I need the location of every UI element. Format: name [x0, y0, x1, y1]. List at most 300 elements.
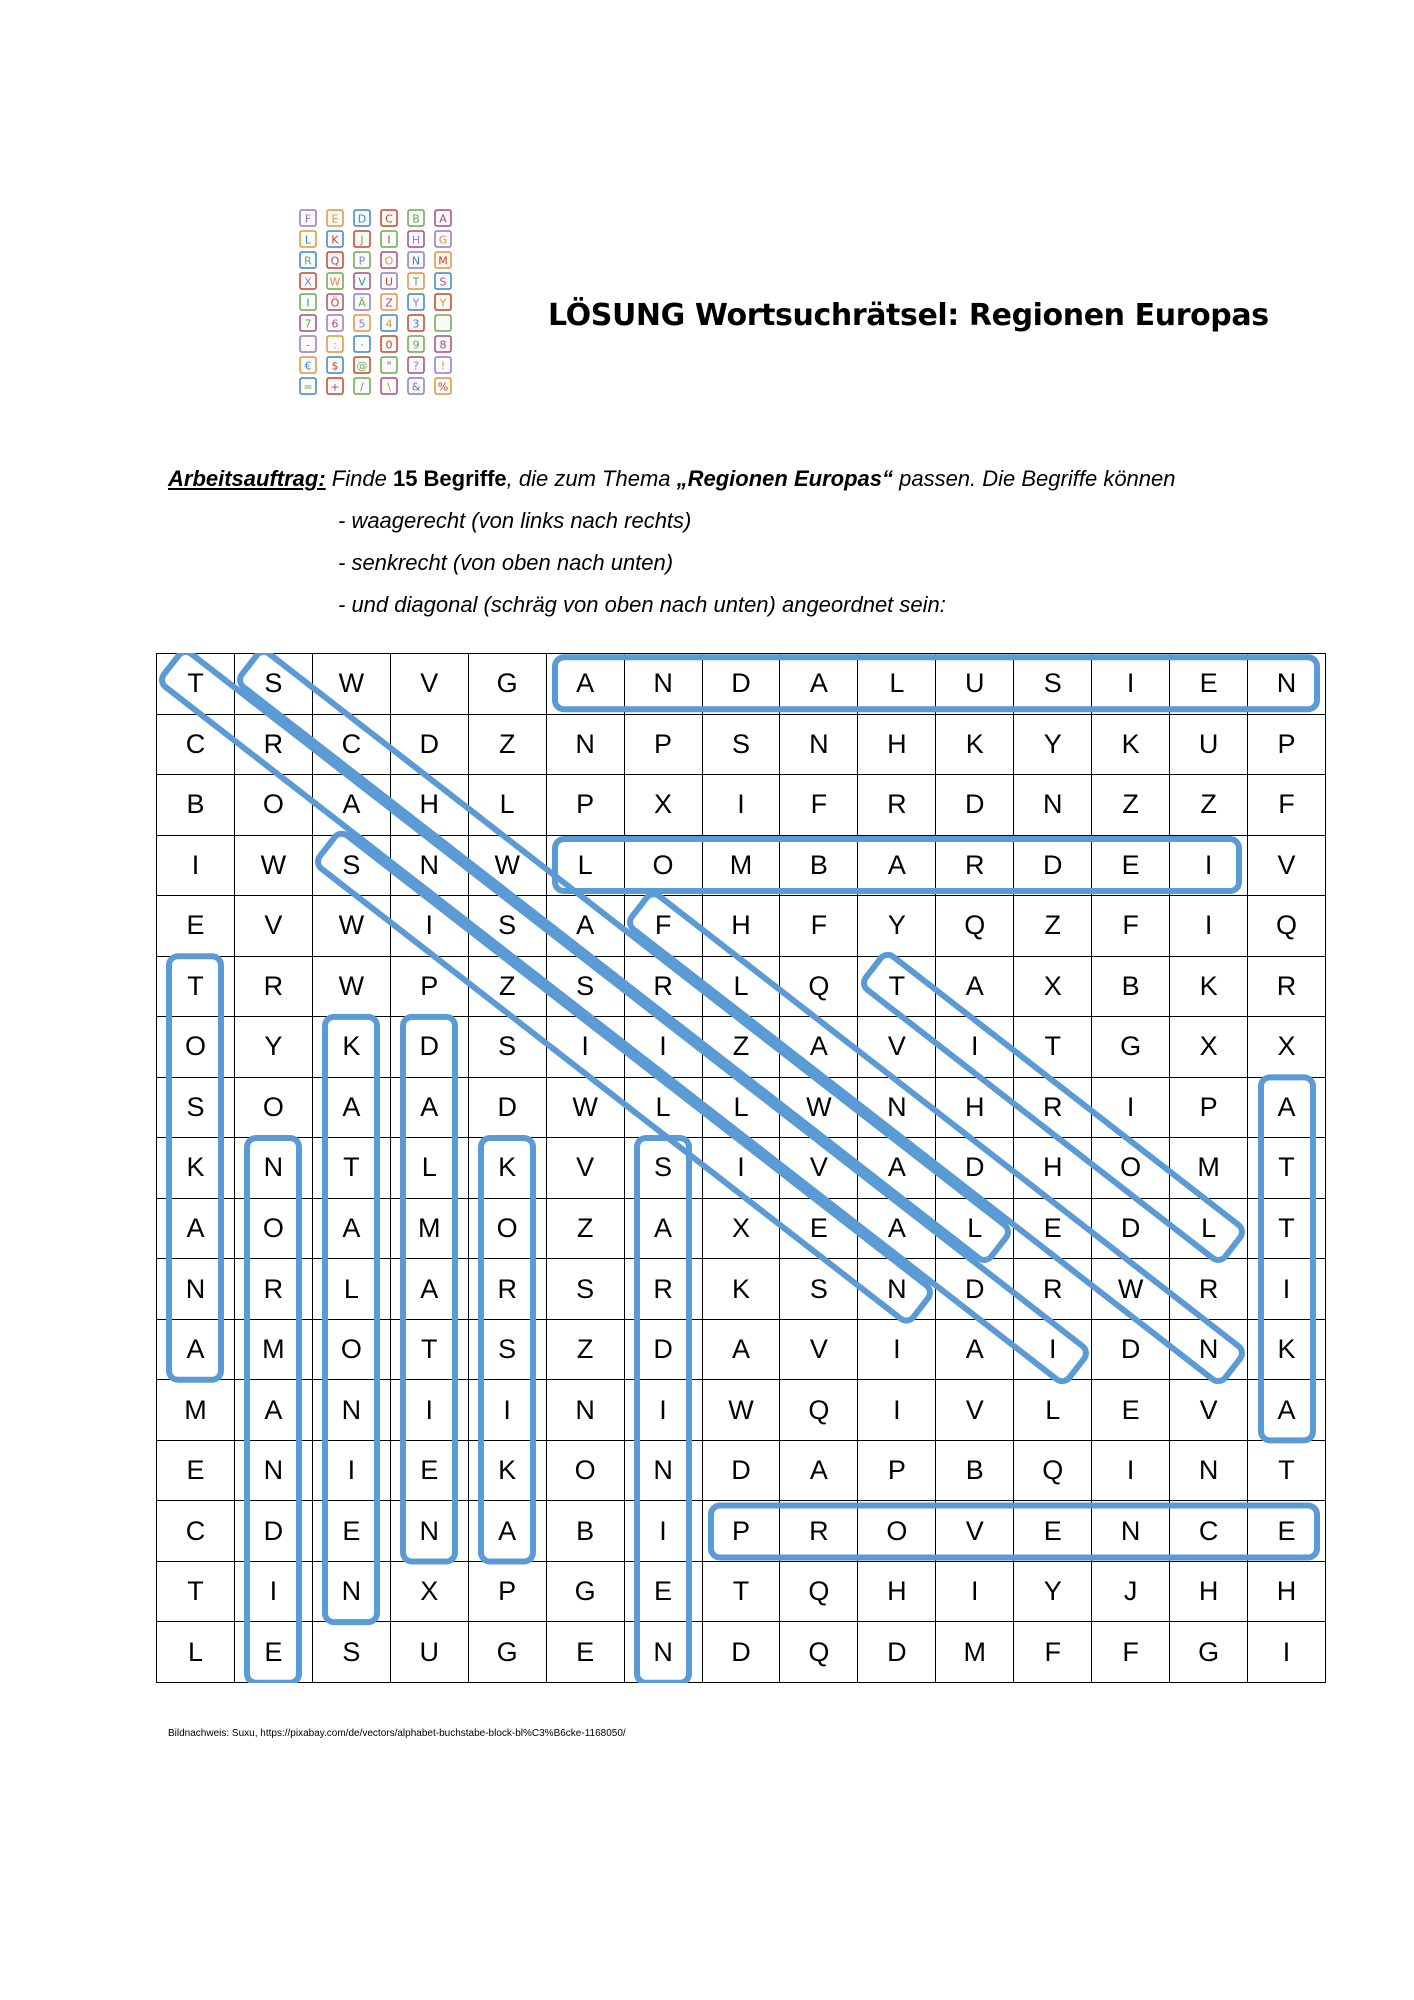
- grid-cell: X: [1248, 1017, 1326, 1078]
- grid-cell: S: [469, 1017, 547, 1078]
- grid-cell: S: [703, 715, 781, 776]
- svg-text:S: S: [439, 275, 447, 289]
- grid-cell: I: [1248, 1259, 1326, 1320]
- svg-text:A: A: [439, 212, 447, 226]
- image-credit: Bildnachweis: Suxu, https://pixabay.com/de/vectors/alphabet-buchstabe-block-bl%C3%B6cke-1168050/: [168, 1728, 626, 1739]
- svg-text:M: M: [438, 254, 448, 268]
- grid-cell: Z: [547, 1320, 625, 1381]
- grid-cell: H: [858, 1562, 936, 1623]
- grid-cell: H: [1170, 1562, 1248, 1623]
- svg-text:X: X: [304, 275, 312, 289]
- grid-cell: O: [469, 1199, 547, 1260]
- grid-cell: N: [780, 715, 858, 776]
- grid-cell: T: [1014, 1017, 1092, 1078]
- grid-cell: D: [858, 1622, 936, 1683]
- svg-text:D: D: [357, 212, 367, 226]
- svg-text:U: U: [384, 275, 394, 289]
- grid-cell: K: [703, 1259, 781, 1320]
- svg-text:@: @: [356, 359, 368, 373]
- grid-cell: I: [391, 896, 469, 957]
- grid-cell: P: [858, 1441, 936, 1502]
- grid-cell: T: [313, 1138, 391, 1199]
- grid-cell: D: [936, 775, 1014, 836]
- grid-cell: E: [1092, 1380, 1170, 1441]
- instruction-text: passen. Die Begriffe können: [892, 466, 1176, 491]
- grid-cell: A: [391, 1259, 469, 1320]
- svg-text:%: %: [437, 380, 449, 394]
- grid-cell: B: [936, 1441, 1014, 1502]
- grid-cell: I: [1092, 1441, 1170, 1502]
- grid-cell: V: [936, 1501, 1014, 1562]
- svg-text:F: F: [304, 212, 312, 226]
- grid-cell: N: [625, 1622, 703, 1683]
- grid-cell: L: [936, 1199, 1014, 1260]
- grid-cell: F: [625, 896, 703, 957]
- grid-cell: A: [157, 1199, 235, 1260]
- grid-cell: I: [1092, 1078, 1170, 1139]
- grid-cell: G: [547, 1562, 625, 1623]
- grid-cell: S: [625, 1138, 703, 1199]
- grid-cell: N: [235, 1138, 313, 1199]
- grid-cell: M: [391, 1199, 469, 1260]
- grid-cell: X: [391, 1562, 469, 1623]
- grid-cell: K: [936, 715, 1014, 776]
- grid-cell: F: [780, 775, 858, 836]
- grid-cell: C: [1170, 1501, 1248, 1562]
- grid-cell: X: [1170, 1017, 1248, 1078]
- grid-cell: N: [1170, 1320, 1248, 1381]
- svg-text:Ö: Ö: [330, 296, 340, 310]
- svg-text:!: !: [440, 359, 446, 373]
- grid-cell: D: [703, 1622, 781, 1683]
- grid-cell: S: [313, 1622, 391, 1683]
- grid-cell: L: [858, 654, 936, 715]
- grid-cell: I: [235, 1562, 313, 1623]
- grid-cell: P: [625, 715, 703, 776]
- grid-cell: I: [547, 1017, 625, 1078]
- grid-cell: W: [313, 896, 391, 957]
- grid-cell: W: [469, 836, 547, 897]
- grid-cell: O: [157, 1017, 235, 1078]
- grid-cell: N: [547, 1380, 625, 1441]
- grid-cell: A: [547, 896, 625, 957]
- grid-cell: N: [391, 836, 469, 897]
- grid-cell: V: [780, 1138, 858, 1199]
- grid-cell: Y: [1014, 1562, 1092, 1623]
- grid-cell: T: [391, 1320, 469, 1381]
- grid-cell: N: [391, 1501, 469, 1562]
- svg-text::: :: [333, 338, 337, 352]
- grid-cell: A: [780, 1017, 858, 1078]
- grid-cell: Z: [703, 1017, 781, 1078]
- grid-cell: R: [858, 775, 936, 836]
- grid-cell: K: [1170, 957, 1248, 1018]
- instruction-text: , die zum Thema: [506, 466, 677, 491]
- grid-cell: I: [625, 1501, 703, 1562]
- grid-cell: S: [157, 1078, 235, 1139]
- svg-text:V: V: [358, 275, 366, 289]
- topic-name: „Regionen Europas“: [676, 466, 893, 491]
- grid-cell: O: [235, 1199, 313, 1260]
- grid-cell: N: [547, 715, 625, 776]
- grid-cell: C: [313, 715, 391, 776]
- svg-text:I: I: [306, 296, 310, 310]
- grid-cell: D: [469, 1078, 547, 1139]
- svg-text:P: P: [358, 254, 366, 268]
- grid-cell: D: [391, 715, 469, 776]
- grid-cell: C: [157, 715, 235, 776]
- grid-cell: E: [547, 1622, 625, 1683]
- grid-cell: M: [936, 1622, 1014, 1683]
- grid-cell: I: [858, 1320, 936, 1381]
- grid-cell: R: [469, 1259, 547, 1320]
- grid-cell: I: [858, 1380, 936, 1441]
- grid-cell: A: [858, 836, 936, 897]
- grid-cell: E: [1248, 1501, 1326, 1562]
- grid-cell: R: [235, 715, 313, 776]
- grid-cell: D: [936, 1138, 1014, 1199]
- grid-cell: Q: [780, 1622, 858, 1683]
- grid-cell: U: [391, 1622, 469, 1683]
- grid-cell: V: [235, 896, 313, 957]
- grid-cell: E: [391, 1441, 469, 1502]
- grid-cell: C: [157, 1501, 235, 1562]
- svg-text:C: C: [385, 212, 393, 226]
- grid-cell: V: [547, 1138, 625, 1199]
- grid-cell: Z: [1170, 775, 1248, 836]
- grid-cell: L: [391, 1138, 469, 1199]
- grid-cell: F: [1014, 1622, 1092, 1683]
- grid-cell: Q: [1248, 896, 1326, 957]
- grid-cell: D: [391, 1017, 469, 1078]
- grid-cell: R: [936, 836, 1014, 897]
- grid-cell: D: [703, 1441, 781, 1502]
- grid-cell: M: [235, 1320, 313, 1381]
- svg-text:/: /: [360, 380, 364, 394]
- grid-cell: P: [1248, 715, 1326, 776]
- grid-cell: T: [157, 654, 235, 715]
- grid-cell: I: [1092, 654, 1170, 715]
- grid-cell: H: [858, 715, 936, 776]
- svg-text:T: T: [412, 275, 420, 289]
- grid-cell: I: [391, 1380, 469, 1441]
- grid-cell: I: [1248, 1622, 1326, 1683]
- grid-cell: V: [1248, 836, 1326, 897]
- grid-cell: O: [235, 775, 313, 836]
- grid-cell: T: [1248, 1199, 1326, 1260]
- grid-cell: S: [780, 1259, 858, 1320]
- grid-cell: F: [780, 896, 858, 957]
- grid-cell: O: [313, 1320, 391, 1381]
- grid-cell: X: [625, 775, 703, 836]
- svg-text:=: =: [303, 380, 313, 394]
- svg-text:+: +: [330, 380, 340, 394]
- grid-cell: K: [1248, 1320, 1326, 1381]
- grid-cell: O: [235, 1078, 313, 1139]
- grid-cell: K: [1092, 715, 1170, 776]
- grid-cell: Y: [1014, 715, 1092, 776]
- svg-text:8: 8: [439, 338, 447, 352]
- grid-cell: Q: [780, 1562, 858, 1623]
- grid-cell: A: [780, 654, 858, 715]
- svg-text:E: E: [331, 212, 339, 226]
- grid-cell: S: [547, 957, 625, 1018]
- grid-cell: G: [469, 1622, 547, 1683]
- grid-cell: L: [313, 1259, 391, 1320]
- grid-cell: F: [1248, 775, 1326, 836]
- grid-cell: A: [936, 957, 1014, 1018]
- grid-cell: D: [1092, 1320, 1170, 1381]
- grid-cell: N: [1170, 1441, 1248, 1502]
- grid-cell: R: [235, 1259, 313, 1320]
- grid-cell: D: [235, 1501, 313, 1562]
- grid-cell: A: [625, 1199, 703, 1260]
- grid-cell: P: [391, 957, 469, 1018]
- grid-cell: R: [625, 1259, 703, 1320]
- grid-cell: T: [1248, 1441, 1326, 1502]
- grid-cell: Z: [469, 715, 547, 776]
- page-title: LÖSUNG Wortsuchrätsel: Regionen Europas: [548, 298, 1269, 333]
- grid-cell: G: [1092, 1017, 1170, 1078]
- grid-cell: W: [1092, 1259, 1170, 1320]
- svg-text:&: &: [411, 380, 421, 394]
- grid-cell: N: [1248, 654, 1326, 715]
- grid-cell: H: [1014, 1138, 1092, 1199]
- grid-cell: A: [780, 1441, 858, 1502]
- svg-text:Q: Q: [330, 254, 340, 268]
- svg-text:?: ?: [413, 359, 419, 373]
- svg-text:Y: Y: [412, 296, 420, 310]
- grid-cell: Z: [547, 1199, 625, 1260]
- grid-cell: A: [936, 1320, 1014, 1381]
- grid-cell: U: [936, 654, 1014, 715]
- grid-cell: N: [858, 1078, 936, 1139]
- grid-cell: L: [625, 1078, 703, 1139]
- grid-cell: A: [858, 1199, 936, 1260]
- svg-text:R: R: [304, 254, 312, 268]
- instruction-diagonal: - und diagonal (schräg von oben nach unten) angeordnet sein:: [338, 592, 946, 617]
- grid-cell: V: [936, 1380, 1014, 1441]
- grid-cell: S: [235, 654, 313, 715]
- svg-text:K: K: [331, 233, 339, 247]
- svg-text:$: $: [331, 359, 339, 373]
- grid-cell: Z: [1092, 775, 1170, 836]
- instruction-vertical: - senkrecht (von oben nach unten): [338, 550, 674, 575]
- grid-cell: A: [313, 1078, 391, 1139]
- grid-cell: I: [936, 1017, 1014, 1078]
- grid-cell: V: [1170, 1380, 1248, 1441]
- grid-cell: T: [703, 1562, 781, 1623]
- grid-cell: U: [1170, 715, 1248, 776]
- grid-cell: Q: [780, 957, 858, 1018]
- grid-cell: I: [936, 1562, 1014, 1623]
- svg-text:Ä: Ä: [358, 296, 366, 310]
- grid-cell: R: [235, 957, 313, 1018]
- grid-cell: O: [858, 1501, 936, 1562]
- grid-cell: A: [547, 654, 625, 715]
- svg-text:9: 9: [412, 338, 420, 352]
- grid-cell: Z: [1014, 896, 1092, 957]
- grid-cell: B: [1092, 957, 1170, 1018]
- grid-cell: R: [625, 957, 703, 1018]
- grid-cell: J: [1092, 1562, 1170, 1623]
- svg-text:Y: Y: [439, 296, 447, 310]
- grid-cell: V: [391, 654, 469, 715]
- grid-cell: P: [1170, 1078, 1248, 1139]
- grid-cell: N: [313, 1380, 391, 1441]
- grid-cell: M: [703, 836, 781, 897]
- instruction-horizontal: - waagerecht (von links nach rechts): [338, 508, 692, 533]
- grid-cell: H: [703, 896, 781, 957]
- grid-cell: X: [1014, 957, 1092, 1018]
- grid-cell: T: [157, 957, 235, 1018]
- grid-cell: R: [1170, 1259, 1248, 1320]
- svg-text:I: I: [387, 233, 391, 247]
- word-search-grid: [156, 653, 1326, 1683]
- grid-cell: T: [858, 957, 936, 1018]
- grid-cell: I: [703, 775, 781, 836]
- svg-text:4: 4: [385, 317, 393, 331]
- grid-cell: N: [157, 1259, 235, 1320]
- grid-cell: D: [1092, 1199, 1170, 1260]
- svg-text:Z: Z: [385, 296, 393, 310]
- grid-cell: L: [1014, 1380, 1092, 1441]
- grid-cell: W: [235, 836, 313, 897]
- grid-cell: N: [1092, 1501, 1170, 1562]
- grid-cell: O: [547, 1441, 625, 1502]
- grid-cell: A: [469, 1501, 547, 1562]
- grid-cell: N: [858, 1259, 936, 1320]
- grid-cell: R: [1014, 1078, 1092, 1139]
- grid-cell: L: [157, 1622, 235, 1683]
- grid-cell: T: [157, 1562, 235, 1623]
- grid-cell: E: [625, 1562, 703, 1623]
- svg-text:": ": [386, 359, 392, 373]
- grid-cell: L: [703, 957, 781, 1018]
- grid-cell: E: [1092, 836, 1170, 897]
- grid-cell: S: [469, 896, 547, 957]
- svg-text:\: \: [387, 380, 391, 394]
- svg-text:L: L: [304, 233, 312, 247]
- grid-cell: O: [1092, 1138, 1170, 1199]
- grid-cell: K: [469, 1441, 547, 1502]
- grid-cell: E: [1170, 654, 1248, 715]
- grid-cell: W: [547, 1078, 625, 1139]
- svg-text:€: €: [304, 359, 312, 373]
- grid-cell: E: [1014, 1199, 1092, 1260]
- grid-cell: K: [469, 1138, 547, 1199]
- grid-cell: D: [703, 654, 781, 715]
- grid-cell: K: [313, 1017, 391, 1078]
- grid-cell: R: [780, 1501, 858, 1562]
- grid-cell: F: [1092, 1622, 1170, 1683]
- grid-cell: I: [1170, 896, 1248, 957]
- grid-cell: P: [547, 775, 625, 836]
- grid-cell: W: [313, 957, 391, 1018]
- instruction-text: Finde: [325, 466, 393, 491]
- grid-cell: I: [313, 1441, 391, 1502]
- grid-cell: D: [1014, 836, 1092, 897]
- grid-cell: W: [780, 1078, 858, 1139]
- letter-block-icon: [435, 315, 451, 331]
- grid-cell: A: [858, 1138, 936, 1199]
- svg-text:J: J: [360, 233, 364, 247]
- grid-cell: L: [469, 775, 547, 836]
- svg-text:O: O: [384, 254, 394, 268]
- grid-cell: M: [157, 1380, 235, 1441]
- alphabet-blocks-logo: [298, 208, 460, 400]
- grid-cell: H: [936, 1078, 1014, 1139]
- grid-cell: W: [703, 1380, 781, 1441]
- grid-cell: X: [703, 1199, 781, 1260]
- svg-text:G: G: [438, 233, 448, 247]
- grid-cell: V: [780, 1320, 858, 1381]
- grid-cell: I: [157, 836, 235, 897]
- instruction-line: [168, 466, 1176, 492]
- grid-cell: B: [547, 1501, 625, 1562]
- grid-cell: I: [625, 1380, 703, 1441]
- grid-cell: D: [625, 1320, 703, 1381]
- grid-cell: E: [157, 896, 235, 957]
- grid-cell: V: [858, 1017, 936, 1078]
- svg-text:3: 3: [412, 317, 420, 331]
- grid-cell: H: [391, 775, 469, 836]
- grid-cell: E: [313, 1501, 391, 1562]
- grid-cell: A: [313, 1199, 391, 1260]
- grid-cell: O: [625, 836, 703, 897]
- grid-cell: N: [313, 1562, 391, 1623]
- grid-cell: P: [469, 1562, 547, 1623]
- svg-text:0: 0: [385, 338, 393, 352]
- grid-cell: T: [1248, 1138, 1326, 1199]
- grid-cell: S: [313, 836, 391, 897]
- grid-cell: K: [157, 1138, 235, 1199]
- svg-text:·: ·: [360, 338, 364, 352]
- grid-cell: G: [1170, 1622, 1248, 1683]
- grid-cell: Q: [780, 1380, 858, 1441]
- term-count: 15 Begriffe: [392, 466, 507, 491]
- grid-cell: S: [469, 1320, 547, 1381]
- grid-cell: A: [391, 1078, 469, 1139]
- grid-cell: G: [469, 654, 547, 715]
- grid-cell: B: [780, 836, 858, 897]
- grid-cell: Y: [235, 1017, 313, 1078]
- grid-cell: S: [1014, 654, 1092, 715]
- grid-cell: E: [1014, 1501, 1092, 1562]
- grid-cell: N: [625, 1441, 703, 1502]
- svg-text:-: -: [306, 338, 310, 352]
- grid-cell: I: [1170, 836, 1248, 897]
- grid-cell: B: [157, 775, 235, 836]
- grid-cell: N: [235, 1441, 313, 1502]
- grid-cell: N: [625, 654, 703, 715]
- grid-cell: A: [703, 1320, 781, 1381]
- svg-text:5: 5: [358, 317, 366, 331]
- grid-cell: Q: [936, 896, 1014, 957]
- grid-cell: R: [1248, 957, 1326, 1018]
- grid-cell: W: [313, 654, 391, 715]
- grid-cell: R: [1014, 1259, 1092, 1320]
- grid-cell: Y: [858, 896, 936, 957]
- grid-cell: L: [1170, 1199, 1248, 1260]
- grid-cell: E: [157, 1441, 235, 1502]
- grid-cell: A: [313, 775, 391, 836]
- grid-cell: S: [547, 1259, 625, 1320]
- grid-cell: I: [469, 1380, 547, 1441]
- grid-cell: L: [547, 836, 625, 897]
- svg-text:6: 6: [331, 317, 339, 331]
- grid-cell: A: [235, 1380, 313, 1441]
